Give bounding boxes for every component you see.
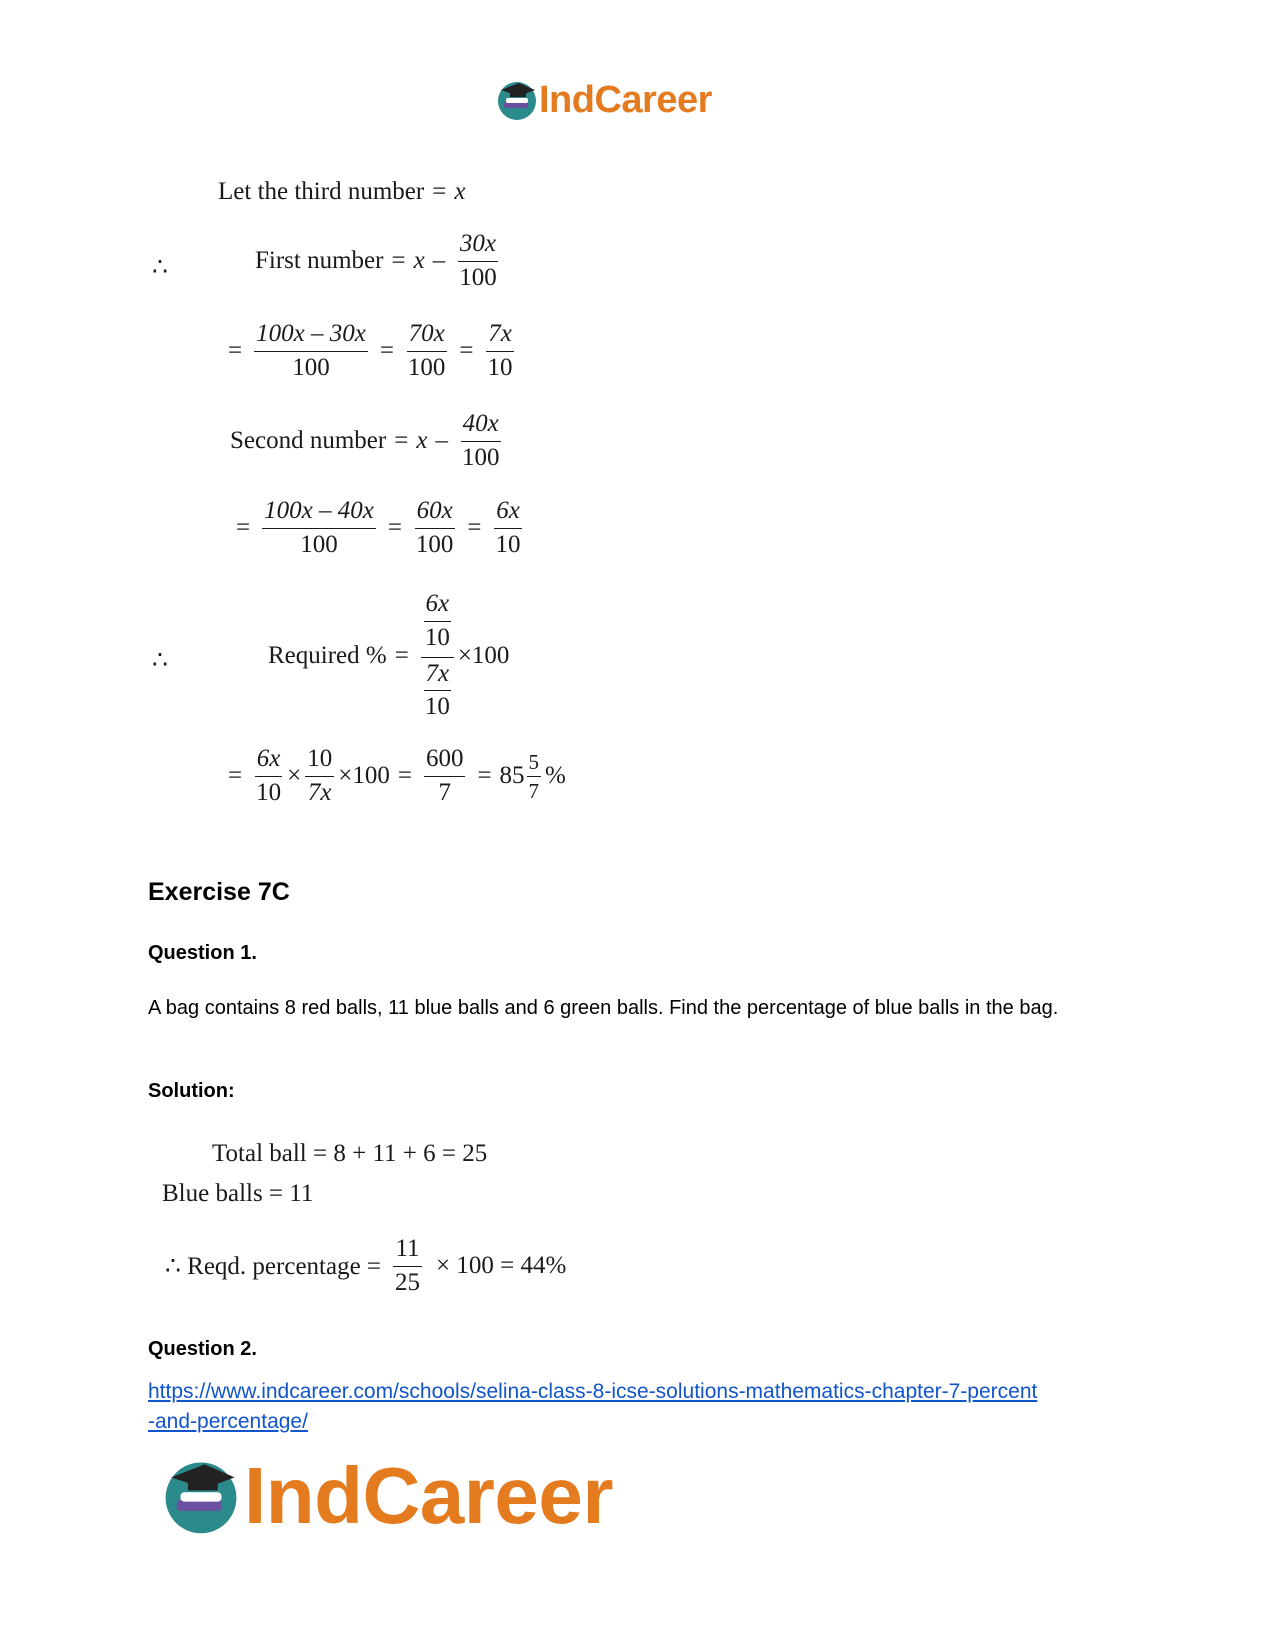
fraction: $\frac{11}{25}$ [395,1235,421,1296]
source-link-line-2: -and-percentage/ [148,1410,308,1433]
fraction: $\frac{10}{7x}$ [307,745,333,806]
source-link[interactable] [148,1377,1037,1437]
fraction: $\frac{70x}{100}$ [407,320,446,381]
therefore-symbol: ∴ [152,647,168,674]
fraction: $\frac{7x}{10}$ [424,659,450,721]
fraction: $\frac{6x}{10}$ [424,590,450,651]
solution-label: Solution: [148,1080,235,1102]
header-logo-text: IndCareer [539,78,712,121]
complex-fraction [421,590,454,722]
fraction: $\frac{60x}{100}$ [415,497,454,558]
total-ball-line: Total ball = 8 + 11 + 6 = 25 [212,1140,488,1167]
fraction: $\frac{30x}{100}$ [459,230,497,291]
globe-graduation-icon [495,78,539,122]
question-1-text: A bag contains 8 red balls, 11 blue balls and 6 green balls. Find the percentage of blue balls in the bag. [148,997,1059,1019]
fraction: $\frac{6x}{10}$ [256,745,282,806]
first-number-eq: First number = x – $\frac{30x}{100}$ [255,230,497,291]
second-number-eq: Second number = x – $\frac{40x}{100}$ [230,410,500,471]
fraction: $\frac{100x - 30x}{100}$ [256,320,366,381]
therefore-symbol: ∴ [152,254,168,281]
question-1-heading: Question 1. [148,942,257,964]
fraction: $\frac{7x}{10}$ [487,320,513,381]
reqd-percentage-eq: ∴ Reqd. percentage = $\frac{11}{25}$ × 100 = 44% [165,1235,567,1296]
exercise-title: Exercise 7C [148,878,290,906]
footer-logo [160,1450,613,1542]
fraction: $\frac{5}{7}$ [528,749,540,803]
final-calculation: = $\frac{6x}{10}$ × $\frac{10}{7x}$ ×100 = $\frac{600}{7}$ = 85 $\frac{5}{7}$ % [228,745,566,806]
fraction: $\frac{100x - 40x}{100}$ [264,497,374,558]
source-link-line-1: https://www.indcareer.com/schools/selina-class-8-icse-solutions-mathematics-chapter-7-percent [148,1380,1038,1403]
question-2-heading: Question 2. [148,1338,257,1360]
fraction: $\frac{40x}{100}$ [461,410,500,471]
globe-graduation-icon [160,1455,242,1537]
fraction: $\frac{6x}{10}$ [495,497,521,558]
blue-balls-line: Blue balls = 11 [162,1180,314,1207]
required-percent-eq: Required % = $\frac{\frac{6x}{10}}{\frac{7x}{10}}$ ×100 [268,590,510,721]
header-logo [495,78,712,122]
let-third-number: Let the third number = x [218,178,466,205]
fraction: $\frac{600}{7}$ [425,745,464,806]
footer-logo-text: IndCareer [244,1451,613,1540]
first-number-simplified: = $\frac{100x - 30x}{100}$ = $\frac{70x}{100}$ = $\frac{7x}{10}$ [228,320,513,381]
second-number-simplified: = $\frac{100x - 40x}{100}$ = $\frac{60x}{100}$ = $\frac{6x}{10}$ [236,497,521,558]
